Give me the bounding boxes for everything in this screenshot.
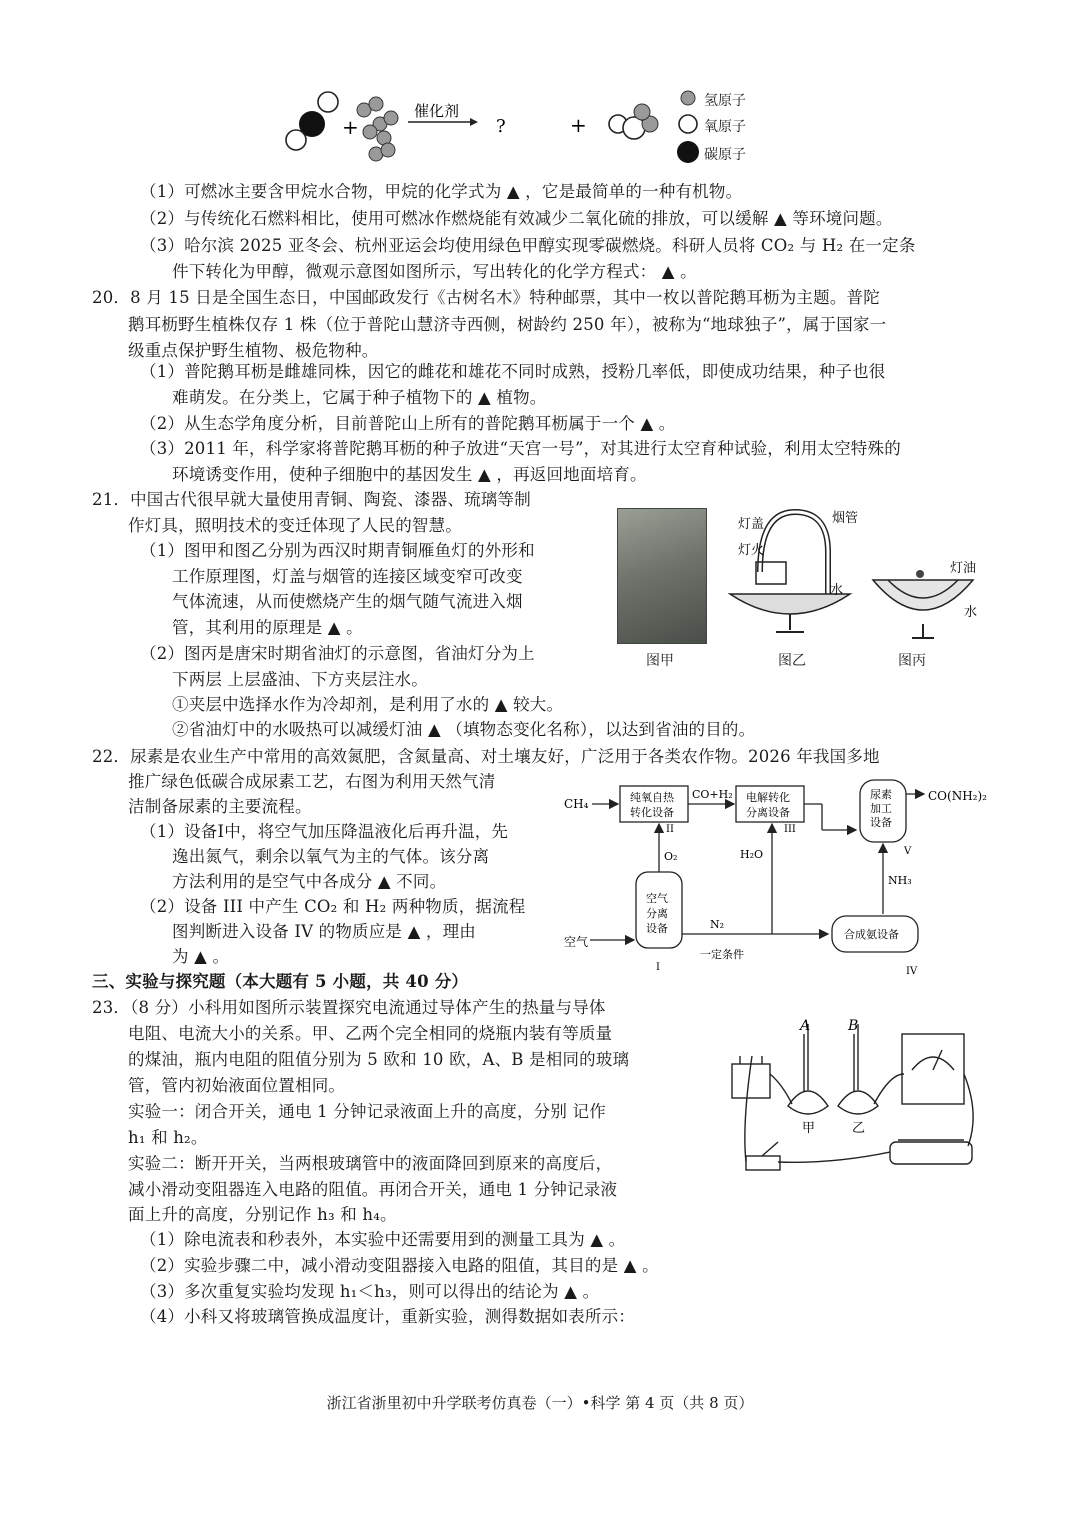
svg-text:设备: 设备 (870, 816, 892, 829)
svg-text:加工: 加工 (870, 802, 892, 815)
caption-fig-c: 图丙 (898, 653, 926, 669)
q22-line-4: （1）设备Ⅰ中，将空气加压降温液化后再升温，先 (140, 822, 509, 841)
svg-text:IV: IV (906, 966, 918, 977)
svg-text:CH₄: CH₄ (564, 797, 589, 811)
circuit-apparatus-diagram (722, 1014, 984, 1190)
svg-text:乙: 乙 (852, 1121, 866, 1136)
section-3-heading: 三、实验与探究题（本大题有 5 小题，共 40 分） (92, 972, 469, 991)
svg-text:电解转化: 电解转化 (746, 791, 790, 804)
q22-line-7: （2）设备 III 中产生 CO₂ 和 H₂ 两种物质，据流程 (140, 897, 526, 916)
q21-line-9: ①夹层中选择水作为冷却剂，是利用了水的 ▲ 较大。 (172, 695, 564, 714)
q20-line-3: 级重点保护野生植物、极危物种。 (128, 341, 379, 360)
q21-line-5: 气体流速，从而使燃烧产生的烟气随气流进入烟 (172, 592, 523, 611)
svg-text:+: + (570, 113, 587, 137)
q19-line-1: （1）可燃冰主要含甲烷水合物，甲烷的化学式为 ▲ ，它是最简单的一种有机物。 (140, 182, 743, 201)
q23-line-1: 23．（8 分）小科用如图所示装置探究电流通过导体产生的热量与导体 (92, 998, 606, 1017)
svg-text:设备: 设备 (646, 922, 668, 935)
q23-line-10: （1）除电流表和秒表外，本实验中还需要用到的测量工具为 ▲ 。 (140, 1230, 626, 1249)
svg-text:V: V (904, 846, 912, 857)
q21-line-7: （2）图丙是唐宋时期省油灯的示意图，省油灯分为上 (140, 644, 535, 663)
caption-fig-a: 图甲 (646, 653, 674, 669)
q23-line-5: 实验一：闭合开关，通电 1 分钟记录液面上升的高度，分别 记作 (128, 1102, 606, 1121)
svg-text:?: ? (496, 116, 506, 137)
q21-line-1: 21．中国古代很早就大量使用青铜、陶瓷、漆器、琉璃等制 (92, 490, 531, 509)
urea-process-flowchart (560, 778, 1000, 978)
svg-text:B: B (848, 1018, 859, 1034)
svg-text:I: I (656, 962, 660, 973)
svg-text:灯火: 灯火 (738, 543, 765, 558)
q23-line-11: （2）实验步骤二中，减小滑动变阻器接入电路的阻值，其目的是 ▲ 。 (140, 1256, 659, 1275)
q20-line-8: 环境诱变作用，使种子细胞中的基因发生 ▲ ，再返回地面培育。 (172, 465, 647, 484)
q21-line-6: 管，其利用的原理是 ▲ 。 (172, 618, 363, 637)
svg-text:烟管: 烟管 (832, 511, 859, 526)
bronze-lamp-photo (617, 508, 707, 644)
q20-line-7: （3）2011 年，科学家将普陀鹅耳枥的种子放进“天宫一号”，对其进行太空育种试验，利用太空特殊的 (140, 439, 901, 458)
page-footer: 浙江省浙里初中升学联考仿真卷（一）•科学 第 4 页（共 8 页） (326, 1394, 754, 1412)
q21-line-4: 工作原理图，灯盖与烟管的连接区域变窄可改变 (172, 567, 523, 586)
svg-text:分离设备: 分离设备 (746, 806, 790, 819)
plus-sign-1: + (342, 115, 359, 139)
svg-text:CO(NH₂)₂: CO(NH₂)₂ (928, 789, 987, 803)
lamp-principle-diagram (720, 502, 870, 642)
q21-line-8: 下两层 上层盛油、下方夹层注水。 (172, 670, 428, 689)
q23-line-7: 实验二：断开开关，当两根玻璃管中的液面降回到原来的高度后， (128, 1154, 613, 1173)
svg-text:H₂O: H₂O (740, 848, 764, 861)
reaction-diagram (280, 88, 760, 168)
q20-line-6: （2）从生态学角度分析，目前普陀山上所有的普陀鹅耳枥属于一个 ▲ 。 (140, 414, 676, 433)
legend-hydrogen: 氢原子 (704, 93, 746, 109)
q22-line-2: 推广绿色低碳合成尿素工艺，右图为利用天然气清 (128, 772, 496, 791)
q22-line-1: 22．尿素是农业生产中常用的高效氮肥，含氮量高、对土壤友好，广泛用于各类农作物。2026 年我国多地 (92, 747, 880, 766)
caption-fig-b: 图乙 (778, 653, 806, 669)
svg-text:A: A (800, 1018, 811, 1034)
svg-text:分离: 分离 (646, 907, 668, 920)
svg-text:III: III (784, 824, 796, 835)
q23-line-3: 的煤油，瓶内电阻的阻值分别为 5 欧和 10 欧，A、B 是相同的玻璃 (128, 1050, 630, 1069)
oil-saving-lamp-diagram (868, 560, 988, 642)
catalyst-label: 催化剂 (414, 102, 460, 120)
svg-text:灯油: 灯油 (950, 561, 977, 576)
q22-line-8: 图判断进入设备 IV 的物质应是 ▲ ，理由 (172, 922, 477, 941)
q23-line-13: （4）小科又将玻璃管换成温度计，重新实验，测得数据如表所示： (140, 1307, 635, 1326)
q23-line-12: （3）多次重复实验均发现 h₁＜h₃，则可以得出的结论为 ▲ 。 (140, 1282, 600, 1301)
q19-line-3: （3）哈尔滨 2025 亚冬会、杭州亚运会均使用绿色甲醇实现零碳燃烧。科研人员将 CO₂ 与 H₂ 在一定条 (140, 236, 916, 255)
q20-line-2: 鹅耳枥野生植株仅存 1 株（位于普陀山慧济寺西侧，树龄约 250 年），被称为“地球独子”，属于国家一 (128, 315, 887, 334)
svg-text:NH₃: NH₃ (888, 874, 912, 887)
svg-text:尿素: 尿素 (870, 788, 892, 801)
q20-line-5: 难萌发。在分类上，它属于种子植物下的 ▲ 植物。 (172, 388, 547, 407)
svg-text:空气: 空气 (646, 892, 668, 905)
svg-text:灯盖: 灯盖 (738, 517, 765, 532)
q19-line-4: 件下转化为甲醇，微观示意图如图所示，写出转化的化学方程式： ▲ 。 (172, 262, 697, 281)
svg-text:一定条件: 一定条件 (700, 948, 744, 961)
svg-text:II: II (666, 824, 674, 835)
q22-line-9: 为 ▲ 。 (172, 947, 230, 966)
q22-line-5: 逸出氮气，剩余以氧气为主的气体。该分离 (172, 847, 490, 866)
svg-text:O₂: O₂ (664, 850, 678, 863)
svg-text:甲: 甲 (802, 1121, 816, 1136)
q21-line-3: （1）图甲和图乙分别为西汉时期青铜雁鱼灯的外形和 (140, 541, 535, 560)
q20-line-4: （1）普陀鹅耳枥是雌雄同株，因它的雌花和雄花不同时成熟，授粉几率低，即使成功结果，种子也很 (140, 362, 886, 381)
svg-text:合成氨设备: 合成氨设备 (844, 928, 899, 941)
q21-line-10: ②省油灯中的水吸热可以减缓灯油 ▲ （填物态变化名称），以达到省油的目的。 (172, 720, 756, 739)
q22-line-3: 洁制备尿素的主要流程。 (128, 797, 312, 816)
svg-text:水: 水 (964, 605, 978, 620)
q23-line-6: h₁ 和 h₂。 (128, 1128, 208, 1147)
q23-line-8: 减小滑动变阻器连入电路的阻值。再闭合开关，通电 1 分钟记录液 (128, 1180, 618, 1199)
svg-text:N₂: N₂ (710, 918, 725, 931)
q23-line-2: 电阻、电流大小的关系。甲、乙两个完全相同的烧瓶内装有等质量 (128, 1024, 613, 1043)
svg-text:转化设备: 转化设备 (630, 806, 674, 819)
q19-line-2: （2）与传统化石燃料相比，使用可燃冰作燃烧能有效减少二氧化硫的排放，可以缓解 ▲ 等环境问题。 (140, 209, 893, 228)
svg-text:空气: 空气 (564, 935, 589, 949)
legend-carbon: 碳原子 (704, 147, 746, 163)
q20-line-1: 20．8 月 15 日是全国生态日，中国邮政发行《古树名木》特种邮票，其中一枚以普陀鹅耳枥为主题。普陀 (92, 288, 880, 307)
q21-line-2: 作灯具，照明技术的变迁体现了人民的智慧。 (128, 516, 462, 535)
q23-line-4: 管，管内初始液面位置相同。 (128, 1076, 346, 1095)
svg-text:水: 水 (830, 583, 844, 598)
svg-text:CO+H₂: CO+H₂ (692, 788, 733, 801)
svg-text:纯氧自热: 纯氧自热 (630, 791, 674, 804)
legend-oxygen: 氧原子 (704, 119, 746, 135)
q22-line-6: 方法利用的是空气中各成分 ▲ 不同。 (172, 872, 447, 891)
q23-line-9: 面上升的高度，分别记作 h₃ 和 h₄。 (128, 1205, 397, 1224)
